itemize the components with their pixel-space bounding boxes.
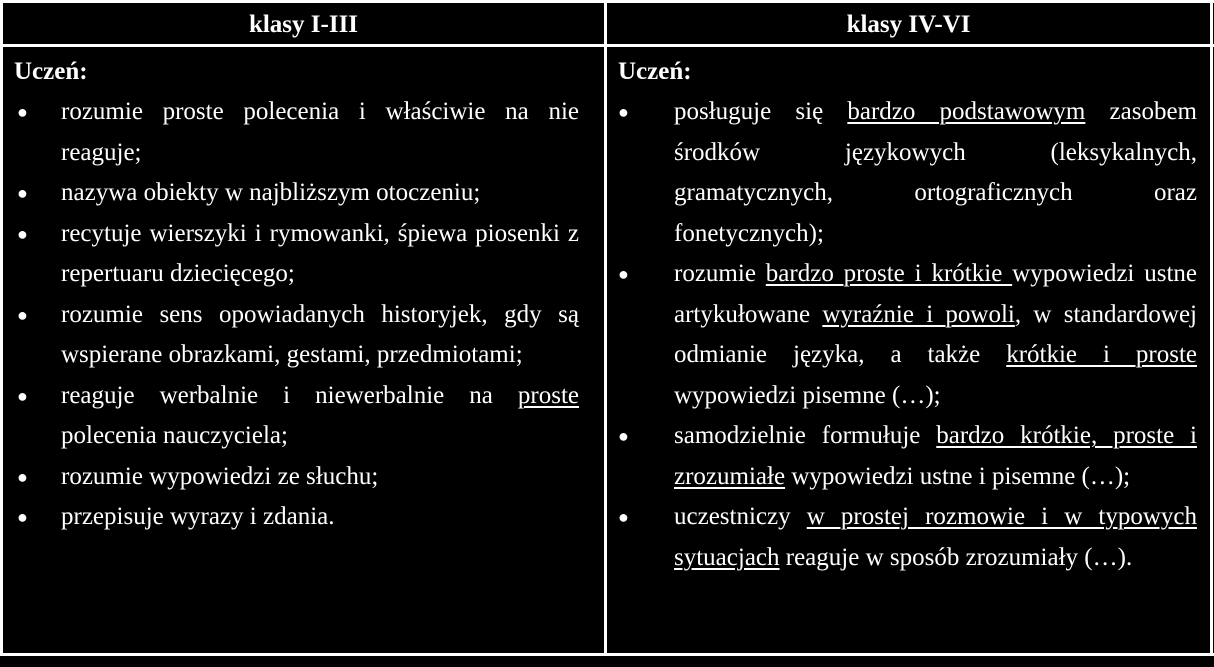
bullet-icon: ● — [17, 385, 28, 406]
header-right: klasy IV-VI — [846, 10, 971, 38]
item-text: wypowiedzi ustne artykułowane — [674, 260, 1198, 328]
bullet-icon: ● — [17, 466, 28, 487]
list-item — [607, 497, 1197, 578]
list-item — [3, 214, 579, 295]
list-item — [607, 92, 1197, 254]
item-text: uczestniczy — [674, 503, 807, 530]
column-right — [607, 50, 1197, 578]
item-text: rozumie wypowiedzi ze słuchu; — [61, 462, 379, 490]
underlined-text: w prostej rozmowie i w typowych sytuacjach — [674, 503, 1198, 571]
table-border-top — [0, 0, 1214, 3]
underlined-text: bardzo podstawowym — [847, 98, 1086, 125]
item-text: nazywa obiekty w najbliższym otoczeniu; — [61, 179, 481, 206]
bullet-icon: ● — [618, 102, 629, 122]
list-item — [3, 92, 579, 173]
bullet-icon: ● — [618, 264, 629, 284]
bullet-icon: ● — [17, 183, 28, 203]
item-text: polecenia nauczyciela; — [61, 422, 288, 449]
list-item — [607, 254, 1197, 416]
list-item — [3, 376, 579, 457]
item-text: , w standardowej odmianie języka, a także — [674, 300, 1197, 368]
list-right — [607, 92, 1197, 578]
item-text: rozumie proste polecenia i właściwie na nie reaguje; — [61, 98, 579, 166]
bullet-icon: ● — [618, 426, 629, 446]
column-left — [3, 50, 579, 538]
item-text: posługuje się — [674, 98, 848, 125]
item-text: przepisuje wyrazy i zdania. — [61, 503, 335, 530]
header-left: klasy I-III — [248, 10, 359, 38]
table-border-bottom — [0, 653, 1214, 656]
item-text: samodzielnie formułuje — [674, 422, 937, 449]
list-item — [607, 416, 1197, 497]
bullet-icon: ● — [618, 507, 629, 527]
list-item — [3, 457, 579, 498]
item-text: reaguje w sposób zrozumiały (…). — [779, 543, 1133, 571]
bullet-icon: ● — [17, 223, 28, 244]
list-left — [3, 92, 579, 538]
item-text: rozumie sens opowiadanych historyjek, gdy są wspierane obrazkami, gestami, przedmiotami; — [61, 300, 579, 368]
item-text: wypowiedzi pisemne (…); — [674, 381, 941, 409]
list-item — [3, 173, 579, 214]
item-text: zasobem środków językowych (leksykalnych, gramatycznych, ortograficznych oraz fonetycznych); — [674, 98, 1197, 247]
bullet-icon: ● — [17, 507, 28, 527]
underlined-text: proste — [517, 381, 579, 409]
subject-label-left: Uczeń: — [14, 58, 88, 85]
bullet-icon: ● — [17, 304, 28, 325]
underlined-text: bardzo krótkie, proste i zrozumiałe — [674, 422, 1198, 490]
bullet-icon: ● — [17, 102, 28, 122]
table-border-right — [1210, 0, 1213, 656]
item-text: rozumie — [674, 260, 766, 287]
underlined-text: bardzo proste i krótkie — [765, 260, 1013, 287]
list-item — [3, 497, 579, 538]
underlined-text: krótkie i proste — [1006, 341, 1197, 368]
item-text: reaguje werbalnie i niewerbalnie na — [61, 381, 518, 409]
header-divider — [0, 44, 1214, 47]
subject-label-right: Uczeń: — [618, 58, 692, 85]
underlined-text: wyraźnie i powoli — [822, 300, 1015, 328]
list-item — [3, 295, 579, 376]
item-text: wypowiedzi ustne i pisemne (…); — [785, 462, 1131, 490]
item-text: recytuje wierszyki i rymowanki, śpiewa piosenki z repertuaru dziecięcego; — [61, 219, 579, 287]
